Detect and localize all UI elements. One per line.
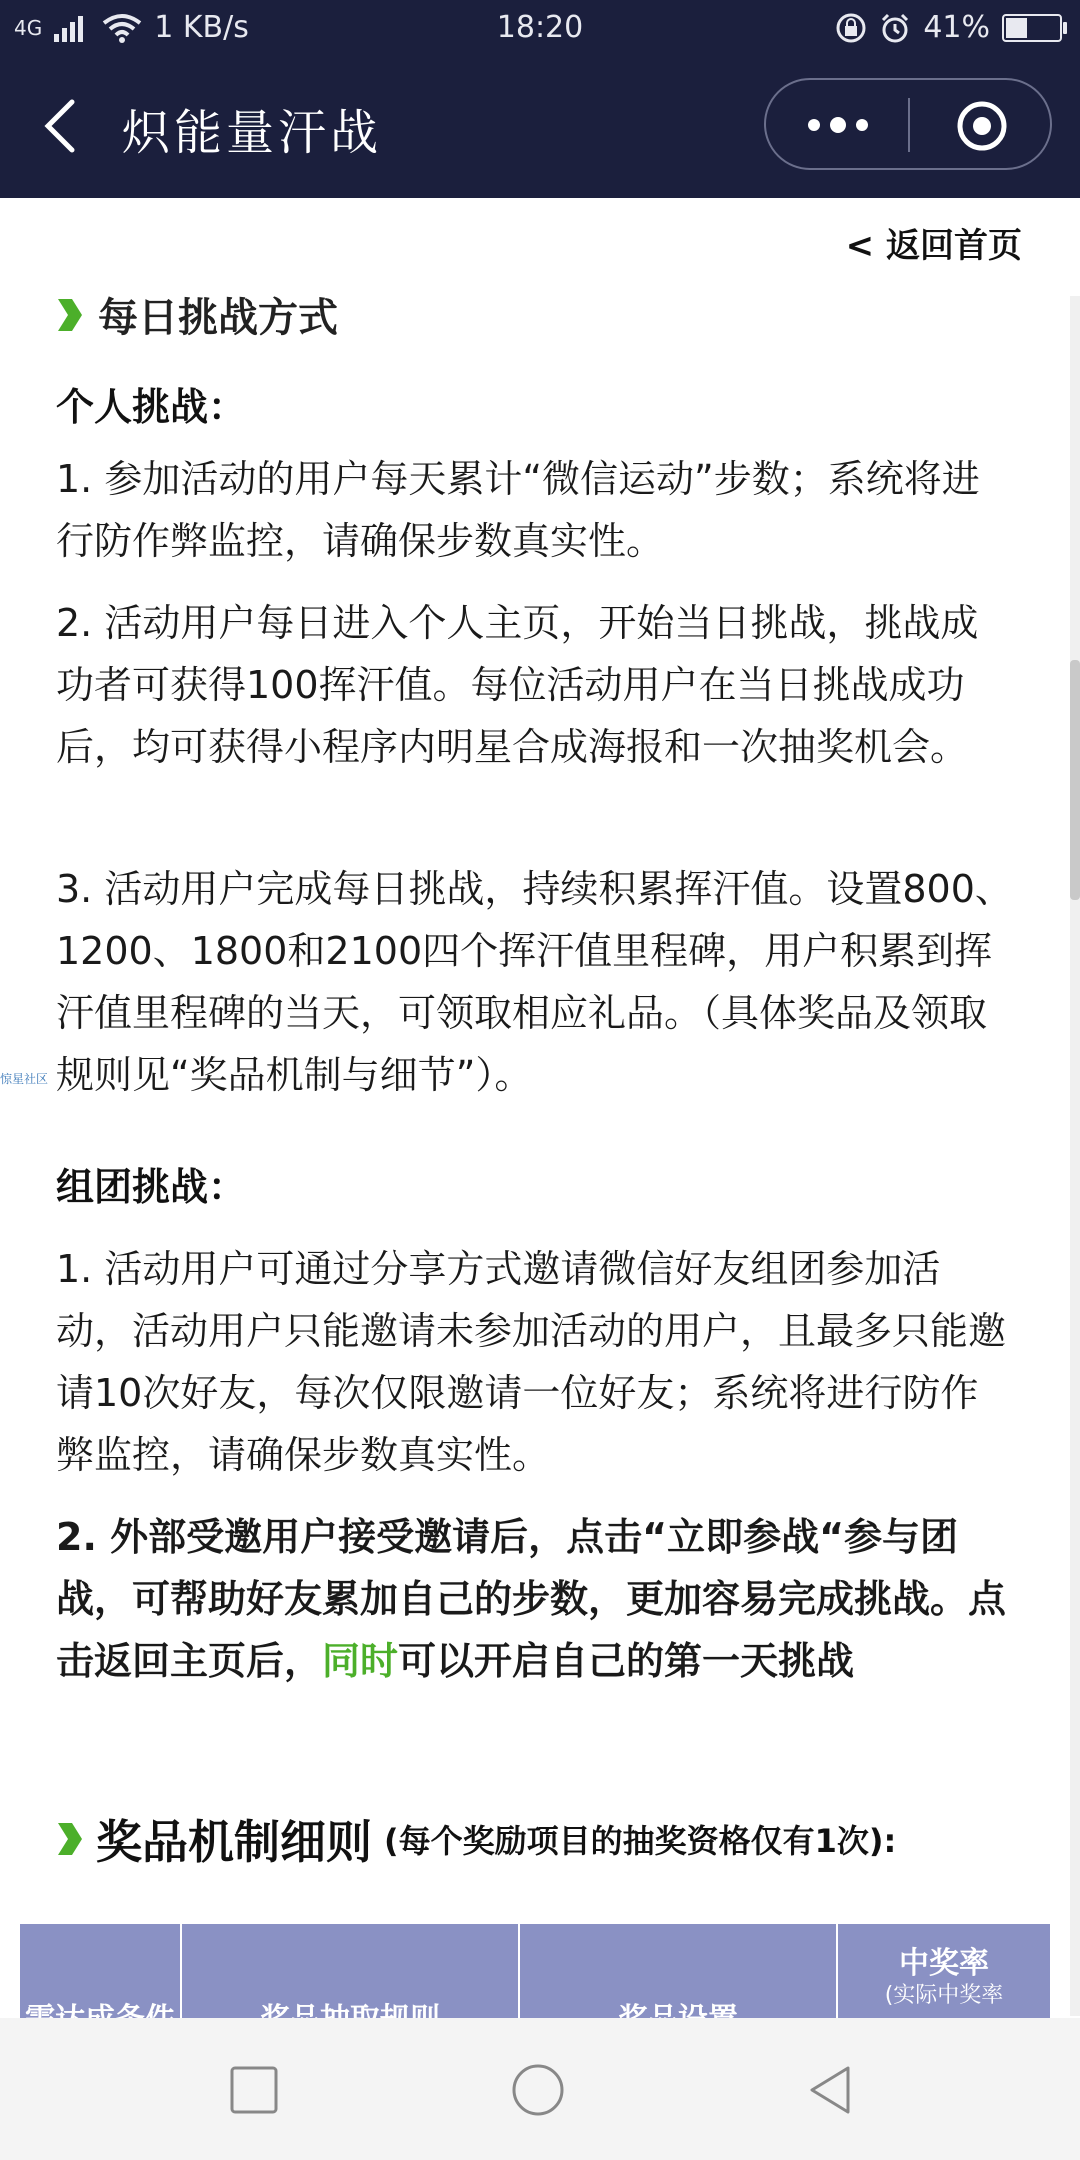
network-label: 4G <box>14 15 43 40</box>
target-close-icon[interactable] <box>956 100 1008 152</box>
recent-apps-icon[interactable] <box>226 2062 282 2118</box>
green-chevron-icon <box>56 297 84 333</box>
alarm-icon <box>879 12 911 44</box>
content-area <box>0 198 1080 2018</box>
personal-heading: 个人挑战： <box>56 385 247 429</box>
more-dots-icon[interactable] <box>808 110 908 140</box>
title-bar <box>0 56 1080 198</box>
scrollbar-thumb[interactable] <box>1070 660 1080 900</box>
mini-program-capsule <box>764 78 1052 170</box>
section-title-daily <box>56 286 338 343</box>
battery-percent: 41% <box>923 10 990 45</box>
team-heading: 组团挑战： <box>56 1165 247 1209</box>
team-item-1: 1. 活动用户可通过分享方式邀请微信好友组团参加活动，活动用户只能邀请未参加活动的用户，且最多只能邀请10次好友，每次仅限邀请一位好友；系统将进行防作弊监控，请确保步数真实性。 <box>56 1247 1007 1477</box>
personal-item-2: 2. 活动用户每日进入个人主页，开始当日挑战，挑战成功者可获得100挥汗值。每位活动用户在当日挑战成功后，均可获得小程序内明星合成海报和一次抽奖机会。 <box>56 601 979 769</box>
scrollbar-track[interactable] <box>1070 296 1080 2016</box>
watermark-text: 惊星社区 <box>0 1072 49 1086</box>
back-triangle-icon[interactable] <box>802 2062 858 2118</box>
prize-note: (每个奖励项目的抽奖资格仅有1次): <box>384 1822 897 1860</box>
prize-title: 奖品机制细则 <box>96 1815 372 1869</box>
team-item-2 <box>56 1506 1016 1692</box>
section-title-text: 每日挑战方式 <box>98 295 338 341</box>
capsule-divider <box>908 98 910 152</box>
table-header-cell: 中奖率 (实际中奖率 <box>884 1946 1004 2008</box>
network-speed: 1 KB/s <box>154 10 249 45</box>
section-title-prizes <box>56 1806 896 1872</box>
highlight-text: 同时 <box>322 1639 399 1683</box>
system-nav-bar <box>0 2018 1080 2160</box>
battery-icon <box>1002 14 1062 42</box>
page-title: 炽能量汗战 <box>122 105 383 161</box>
home-icon[interactable] <box>510 2062 566 2118</box>
team-item-2-tail: 可以开启自己的第一天挑战 <box>398 1639 855 1683</box>
clock: 18:20 <box>496 10 584 45</box>
personal-item-3: 3. 活动用户完成每日挑战，持续积累挥汗值。设置800、1200、1800和2100四个挥汗值里程碑，用户积累到挥汗值里程碑的当天，可领取相应礼品。（具体奖品及领取规则见“奖品机制与细节”）。 <box>56 867 1013 1097</box>
status-bar <box>0 0 1080 56</box>
back-home-link[interactable]: < 返回首页 <box>845 226 1022 266</box>
team-item-2-text: 2. 外部受邀用户接受邀请后，点击“立即参战“参与团战，可帮助好友累加自己的步数，更加容易完成挑战。点击返回主页后， <box>56 1515 1007 1683</box>
green-chevron-icon <box>56 1819 84 1859</box>
back-chevron-icon[interactable] <box>38 96 82 156</box>
personal-item-1: 1. 参加活动的用户每天累计“微信运动”步数；系统将进行防作弊监控，请确保步数真实性。 <box>56 457 980 563</box>
lock-rotation-icon <box>835 12 867 44</box>
